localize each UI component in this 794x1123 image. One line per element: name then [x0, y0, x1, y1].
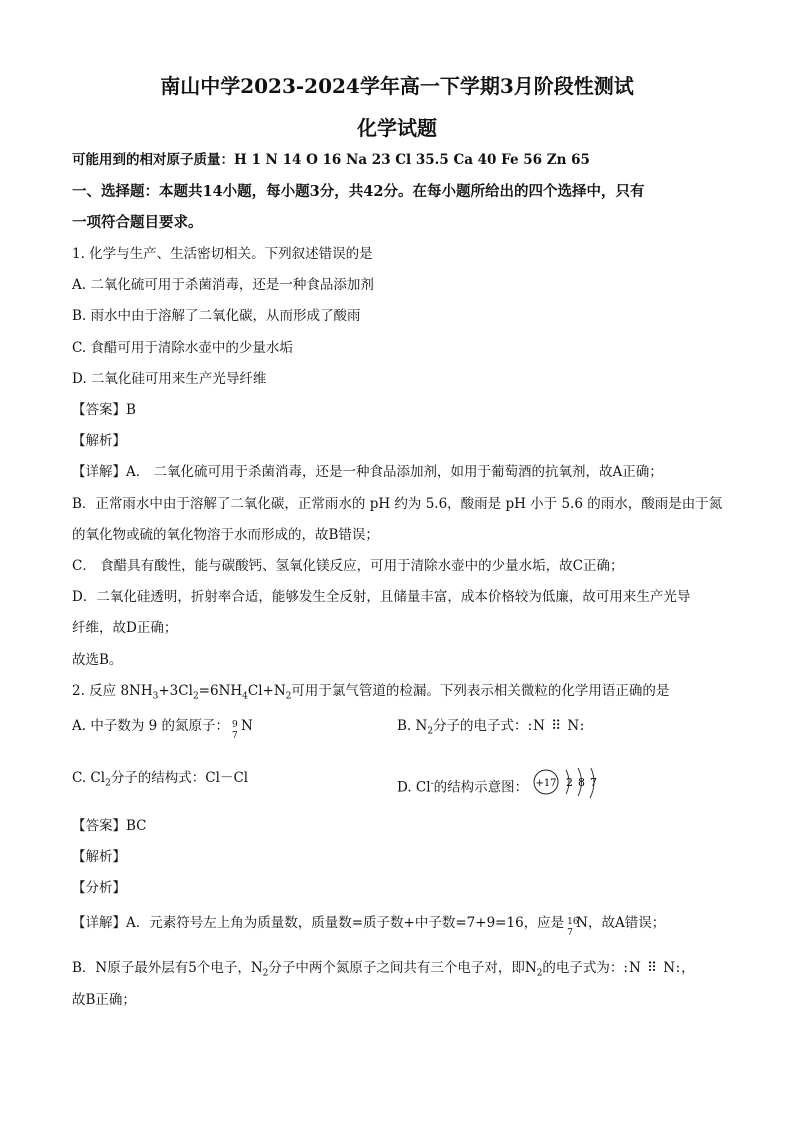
q1-detail-d1: D．二氧化硅透明，折射率合适，能够发生全反射，且储量丰富，成本价格较为低廉，故可用来生产光导 — [72, 589, 691, 605]
q1-detail-c: C． 食醋具有酸性，能与碳酸钙、氢氧化镁反应，可用于清除水壶中的少量水垢，故C正确； — [72, 558, 624, 574]
option-text: A. 中子数为 9 的氮原子： — [72, 718, 230, 734]
q1-option-c: C. 食醋可用于清除水壶中的少量水垢 — [72, 340, 293, 356]
q1-answer: 【答案】B — [72, 402, 136, 418]
nucleus-label: +17 — [535, 778, 557, 789]
subscript: 4 — [242, 691, 248, 702]
q2-fenxi-label: 【分析】 — [72, 880, 126, 896]
subscript: 2 — [536, 968, 543, 979]
exam-title: 南山中学2023-2024学年高一下学期3月阶段性测试 — [160, 74, 634, 98]
option-text: 分子的结构式：Cl－Cl — [110, 770, 249, 786]
subscript: 3 — [152, 691, 159, 702]
detail-text: ，故A错误； — [587, 915, 666, 931]
atomic-masses: 可能用到的相对原子质量：H 1 N 14 O 16 Na 23 Cl 35.5 Ca 40 Fe 56 Zn 65 — [72, 152, 590, 168]
q1-option-a: A. 二氧化硫可用于杀菌消毒，还是一种食品添加剂 — [72, 277, 374, 293]
q1-option-b: B. 雨水中由于溶解了二氧化碳，从而形成了酸雨 — [72, 308, 361, 324]
q2-stem-part: 2. 反应 8NH — [72, 683, 153, 699]
q2-stem-part: 可用于氯气管道的检漏。下列表示相关微粒的化学用语正确的是 — [291, 683, 670, 699]
subscript: 2 — [105, 778, 111, 789]
q1-detail-a: 【详解】A． 二氧化硫可用于杀菌消毒，还是一种食品添加剂，如用于葡萄酒的抗氧剂，故A正确； — [72, 464, 663, 480]
electron-formula: :N ⠿ N: — [527, 718, 586, 734]
q2-stem — [72, 681, 732, 701]
q2-option-d — [397, 768, 622, 808]
shell-electrons: 8 — [578, 776, 586, 789]
mass-number: 16 — [567, 916, 579, 927]
q1-detail-b1: B．正常雨水中由于溶解了二氧化碳，正常雨水的 pH 约为 5.6，酸雨是 pH 小于 5.6 的雨水，酸雨是由于氮 — [72, 496, 723, 512]
option-text: D. Cl — [397, 779, 431, 796]
subscript: 2 — [427, 726, 434, 737]
q2-stem-part: =6NH — [198, 683, 243, 699]
q1-detail-d2: 纤维，故D正确； — [72, 620, 178, 636]
q1-detail-b2: 的氧化物或硫的氧化物溶于水而形成的，故B错误； — [72, 527, 379, 543]
subscript: 2 — [262, 968, 269, 979]
electron-formula: :N ⠿ N: — [623, 960, 682, 976]
q2-option-b — [397, 716, 585, 736]
atomic-number: 7 — [232, 730, 238, 741]
section-heading-line1: 一、选择题：本题共14小题，每小题3分，共42分。在每小题所给出的四个选择中，只有 — [72, 183, 645, 200]
q2-analysis-label: 【解析】 — [72, 849, 126, 865]
exam-subtitle: 化学试题 — [357, 116, 437, 140]
q2-stem-part: +3Cl — [158, 683, 193, 699]
detail-text: ， — [681, 960, 695, 976]
shell-electrons: 7 — [590, 776, 598, 789]
q1-stem: 1. 化学与生产、生活密切相关。下列叙述错误的是 — [72, 246, 373, 262]
option-text: 的结构示意图： — [433, 779, 529, 796]
section-heading-line2: 一项符合题目要求。 — [72, 214, 203, 231]
detail-text: 的电子式为： — [542, 960, 624, 976]
subscript: 2 — [192, 691, 199, 702]
q1-analysis-label: 【解析】 — [72, 433, 126, 449]
mass-number: 9 — [232, 719, 238, 730]
chloride-ion-diagram — [532, 768, 622, 808]
superscript: - — [430, 779, 434, 789]
q2-detail-b — [72, 958, 732, 978]
detail-text: 【详解】A．元素符号左上角为质量数，质量数=质子数+中子数=7+9=16，应是 — [72, 915, 565, 931]
detail-text: B．N原子最外层有5个电子，N — [72, 960, 263, 976]
isotope-notation — [564, 914, 579, 938]
atomic-number: 7 — [567, 927, 573, 938]
q2-answer: 【答案】BC — [72, 818, 147, 834]
subscript: 2 — [285, 691, 292, 702]
q1-option-d: D. 二氧化硅可用来生产光导纤维 — [72, 371, 267, 387]
option-text: C. Cl — [72, 770, 106, 786]
q2-detail-b2: 故B正确； — [72, 992, 136, 1008]
q2-detail-a — [72, 913, 732, 938]
element-symbol: N — [241, 718, 253, 734]
q2-stem-part: Cl+N — [247, 683, 286, 699]
q1-conclusion: 故选B。 — [72, 652, 123, 668]
option-text: B. N — [397, 718, 428, 734]
isotope-notation — [229, 717, 241, 741]
element-symbol: N — [576, 915, 588, 931]
option-text: 分子的电子式： — [433, 718, 528, 734]
detail-text: 分子中两个氮原子之间共有三个电子对，即N — [268, 960, 537, 976]
shell-electrons: 2 — [566, 776, 574, 789]
